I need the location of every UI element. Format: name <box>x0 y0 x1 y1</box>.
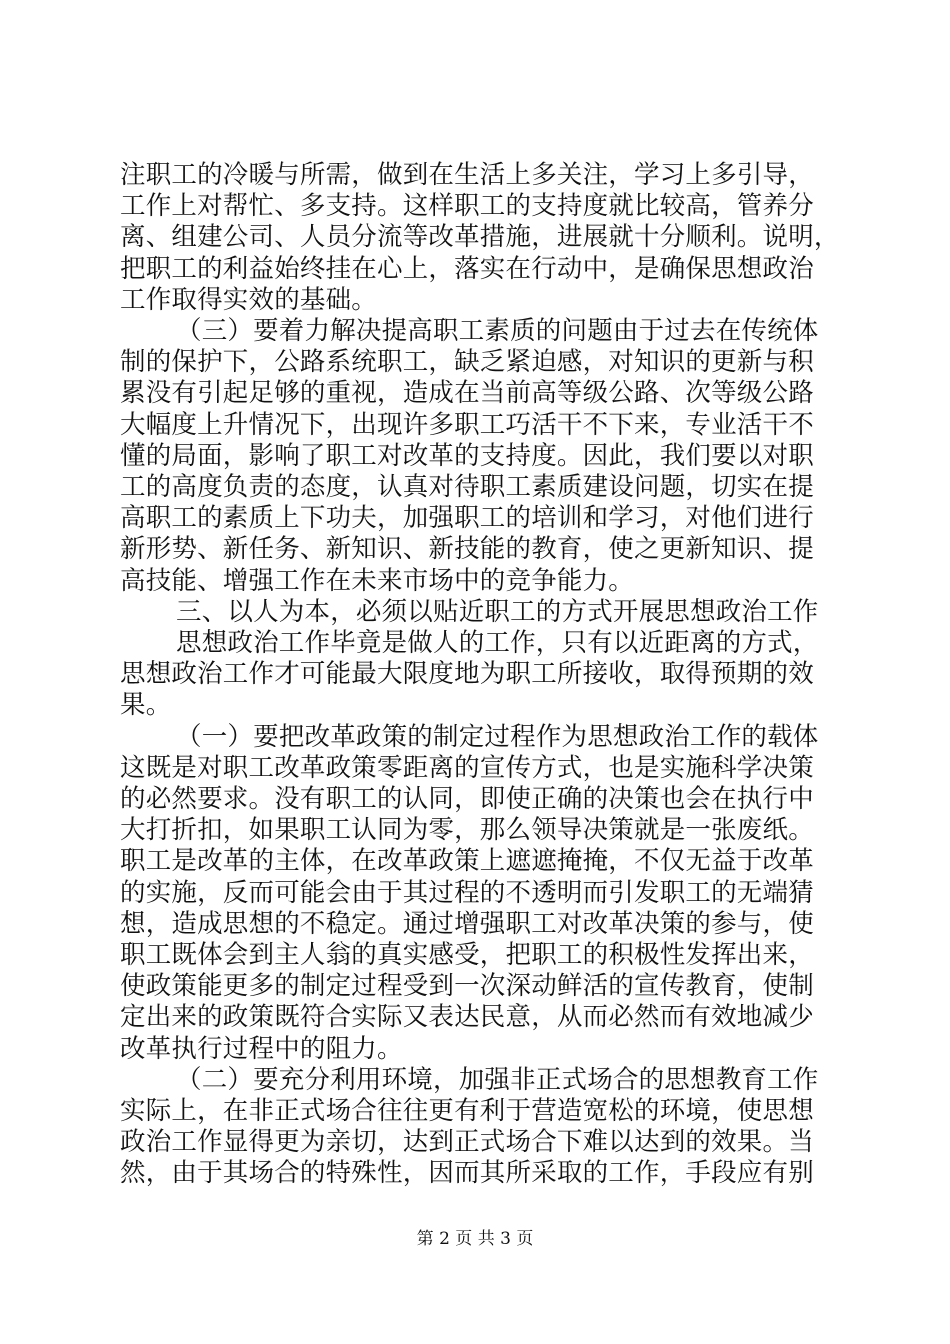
text-line: 大幅度上升情况下，出现许多职工巧活干不下来，专业活干不 <box>120 409 814 440</box>
text-line: 离、组建公司、人员分流等改革措施，进展就十分顺利。说明， <box>120 222 840 253</box>
text-line: （一）要把改革政策的制定过程作为思想政治工作的载体 <box>176 721 819 752</box>
text-line: （二）要充分利用环境，加强非正式场合的思想教育工作 <box>176 1064 819 1095</box>
text-line: 想，造成思想的不稳定。通过增强职工对改革决策的参与，使 <box>120 908 814 939</box>
text-line: 大打折扣，如果职工认同为零，那么领导决策就是一张废纸。 <box>120 815 814 846</box>
text-line: 改革执行过程中的阻力。 <box>120 1033 403 1064</box>
text-line: 懂的局面，影响了职工对改革的支持度。因此，我们要以对职 <box>120 440 814 471</box>
text-line: 的实施，反而可能会由于其过程的不透明而引发职工的无端猜 <box>120 877 814 908</box>
text-line: 思想政治工作毕竟是做人的工作，只有以近距离的方式， <box>176 628 819 658</box>
text-line: 工作取得实效的基础。 <box>120 284 378 315</box>
text-line: 制的保护下，公路系统职工，缺乏紧迫感，对知识的更新与积 <box>120 347 814 378</box>
text-line: 这既是对职工改革政策零距离的宣传方式，也是实施科学决策 <box>120 752 814 783</box>
text-line: 思想政治工作才可能最大限度地为职工所接收，取得预期的效 <box>120 659 814 690</box>
text-line: 政治工作显得更为亲切，达到正式场合下难以达到的效果。当 <box>120 1127 814 1158</box>
text-line: 高职工的素质上下功夫，加强职工的培训和学习，对他们进行 <box>120 503 814 534</box>
text-line: 使政策能更多的制定过程受到一次深动鲜活的宣传教育，使制 <box>120 971 814 1002</box>
text-line: 定出来的政策既符合实际又表达民意，从而必然而有效地减少 <box>120 1002 814 1033</box>
text-line: 累没有引起足够的重视，造成在当前高等级公路、次等级公路 <box>120 378 814 409</box>
text-line: 的必然要求。没有职工的认同，即使正确的决策也会在执行中 <box>120 784 814 814</box>
text-line: 然，由于其场合的特殊性，因而其所采取的工作，手段应有别 <box>120 1158 814 1189</box>
text-line: 高技能、增强工作在未来市场中的竞争能力。 <box>120 565 635 596</box>
text-line: 果。 <box>120 690 172 721</box>
text-line: 职工是改革的主体，在改革政策上遮遮掩掩，不仅无益于改革 <box>120 846 814 877</box>
text-line: 注职工的冷暖与所需，做到在生活上多关注，学习上多引导， <box>120 160 814 190</box>
text-line: 工的高度负责的态度，认真对待职工素质建设问题，切实在提 <box>120 472 814 502</box>
text-line: 实际上，在非正式场合往往更有利于营造宽松的环境，使思想 <box>120 1096 814 1126</box>
text-line: 新形势、新任务、新知识、新技能的教育，使之更新知识、提 <box>120 534 814 565</box>
text-line: 把职工的利益始终挂在心上，落实在行动中，是确保思想政治 <box>120 253 814 284</box>
section-heading: 三、以人为本，必须以贴近职工的方式开展思想政治工作 <box>176 596 819 627</box>
page-number-footer: 第 2 页 共 3 页 <box>416 1229 534 1249</box>
text-line: 工作上对帮忙、多支持。这样职工的支持度就比较高，管养分 <box>120 191 814 222</box>
text-line: 职工既体会到主人翁的真实感受，把职工的积极性发挥出来， <box>120 940 814 970</box>
text-line: （三）要着力解决提高职工素质的问题由于过去在传统体 <box>176 316 819 346</box>
